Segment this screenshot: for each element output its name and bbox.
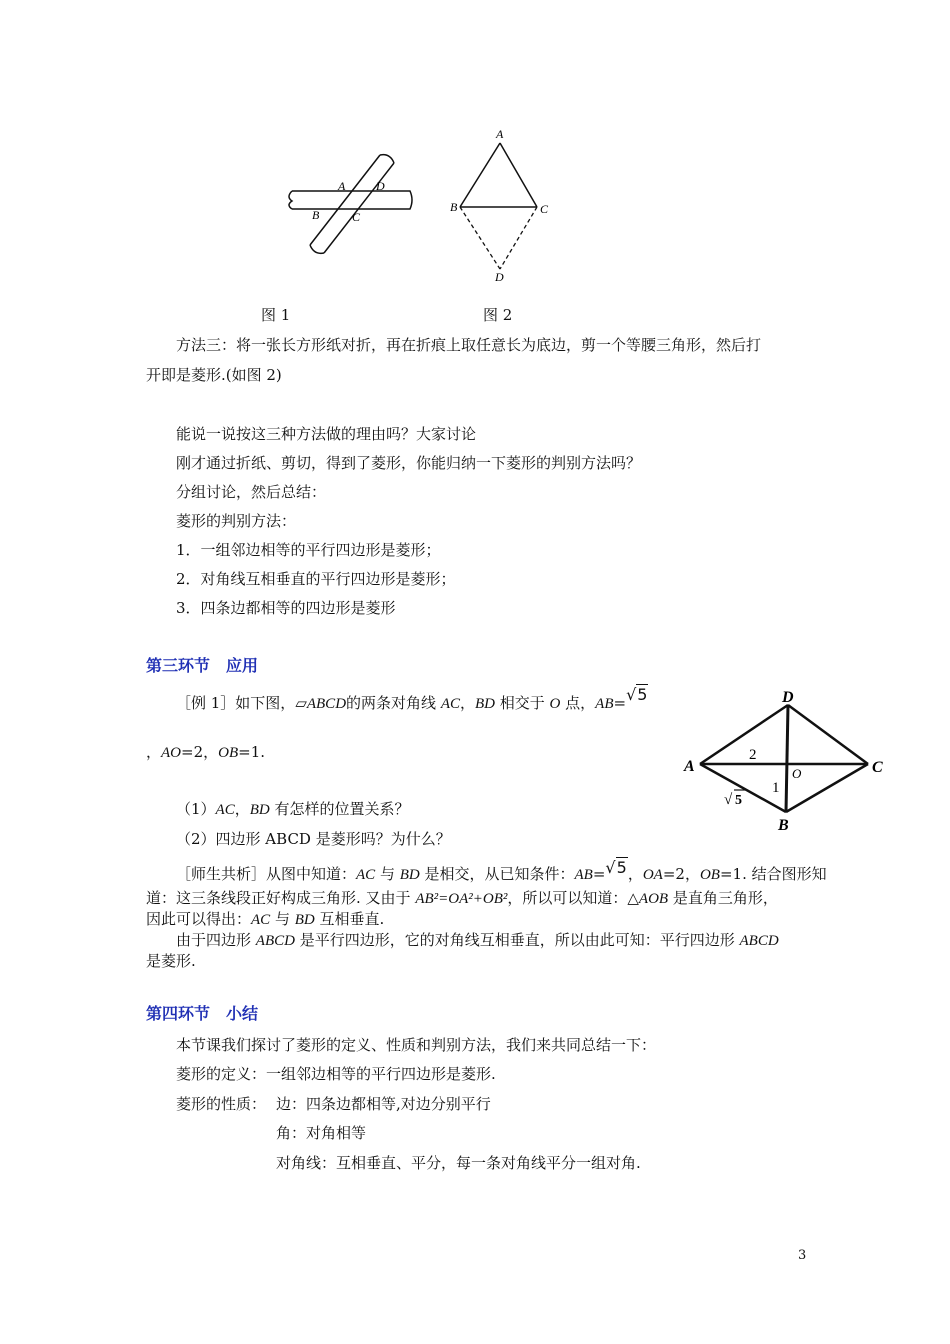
analysis-p1-bd: BD (399, 867, 420, 883)
analysis-p1-eq: = (592, 865, 606, 883)
summary-prop-side: 边：四条边都相等,对边分别平行 (276, 1095, 491, 1113)
q1-bd: BD (249, 802, 270, 818)
fig2-label-c: C (540, 202, 549, 216)
rhombus-len-ob: 1 (772, 780, 780, 796)
fig2-label-a: A (496, 127, 504, 141)
example1-mid3: 点， (560, 694, 596, 712)
example1-ao-val: =2， (181, 743, 219, 761)
analysis-p1-oa: OA (642, 867, 663, 883)
rhombus-sqrt-icon: √ (724, 792, 733, 808)
criteria-title: 菱形的判别方法： (176, 512, 297, 530)
analysis-sqrt-icon: √5 (605, 858, 627, 877)
criteria-item-1: 1．一组邻边相等的平行四边形是菱形； (176, 541, 441, 559)
summary-properties-label: 菱形的性质： (176, 1095, 267, 1113)
analysis-p3-a: 因此可以得出： (146, 910, 252, 928)
analysis-line2 (146, 887, 778, 910)
summary-intro: 本节课我们探讨了菱形的定义、性质和判别方法，我们来共同总结一下： (176, 1036, 657, 1054)
example1-ob: OB (218, 745, 239, 761)
example1-ac: AC (440, 696, 460, 712)
section3-heading: 第三环节 应用 (146, 656, 259, 675)
analysis-p1-ob: OB (699, 867, 720, 883)
method3-line2: 开即是菱形.(如图 2) (146, 366, 282, 384)
example1-line2-prefix: ， (146, 743, 162, 761)
example1-q1 (176, 798, 410, 821)
figure-2-caption: 图 2 (483, 306, 513, 324)
analysis-p3-c: 互相垂直. (314, 910, 385, 928)
analysis-line5: 是菱形. (146, 952, 196, 970)
discussion-q1: 能说一说按这三种方法做的理由吗？大家讨论 (176, 425, 477, 443)
analysis-p3-ac: AC (251, 912, 271, 928)
analysis-line1 (176, 858, 827, 886)
example1-line2 (146, 741, 265, 764)
analysis-p2-c: 是直角三角形， (668, 889, 778, 907)
example1-line1 (176, 685, 648, 715)
figure-1-strips (280, 145, 420, 260)
figure-2-rhombus (445, 125, 555, 285)
analysis-line4 (176, 929, 779, 952)
analysis-p2-eqn: AB²=OA²+OB² (415, 891, 508, 907)
fig2-label-b: B (450, 200, 458, 214)
analysis-p3-bd: BD (294, 912, 315, 928)
criteria-item-2: 2．对角线互相垂直的平行四边形是菱形； (176, 570, 456, 588)
q1-ac: AC (215, 802, 235, 818)
rhombus-label-o: O (792, 766, 802, 781)
q1-sep: ， (234, 800, 250, 818)
example1-abcd: ABCD (306, 696, 347, 712)
discussion-q3: 分组讨论，然后总结： (176, 483, 327, 501)
analysis-p1-ac: AC (356, 867, 376, 883)
analysis-p1-a: ［师生共析］从图中知道： (176, 865, 357, 883)
method3-line1: 方法三：将一张长方形纸对折，再在折痕上取任意长为底边，剪一个等腰三角形，然后打 (176, 336, 762, 354)
summary-definition: 菱形的定义：一组邻边相等的平行四边形是菱形. (176, 1065, 496, 1083)
analysis-p1-d: ， (627, 865, 643, 883)
analysis-line3 (146, 908, 384, 931)
example1-o: O (549, 696, 561, 712)
analysis-p1-b: 与 (375, 865, 400, 883)
sqrt-icon: √5 (626, 685, 648, 704)
example1-bd: BD (475, 696, 495, 712)
fig1-label-d: D (376, 179, 385, 193)
q1-suffix: 有怎样的位置关系？ (269, 800, 410, 818)
parallelogram-symbol: ▱ (295, 694, 307, 712)
analysis-p2-aob: AOB (638, 891, 669, 907)
analysis-p4-abcd2: ABCD (739, 933, 779, 949)
rhombus-label-d: D (782, 690, 794, 706)
analysis-p1-f: =1. 结合图形知 (719, 865, 827, 883)
example1-mid2: 相交于 (495, 694, 550, 712)
example1-q2: （2）四边形 ABCD 是菱形吗？为什么？ (176, 830, 451, 848)
analysis-p4-b: 是平行四边形，它的对角线互相垂直，所以由此可知：平行四边形 (294, 931, 740, 949)
figure-1-caption: 图 1 (261, 306, 291, 324)
analysis-p1-sqrt: 5 (616, 858, 627, 877)
example1-ao: AO (161, 745, 182, 761)
rhombus-label-b: B (778, 817, 789, 834)
fig1-label-c: C (352, 210, 361, 224)
example1-ab: AB (595, 696, 614, 712)
example1-mid: 的两条对角线 (346, 694, 441, 712)
criteria-item-3: 3．四条边都相等的四边形是菱形 (176, 599, 396, 617)
analysis-p1-c: 是相交，从已知条件： (419, 865, 575, 883)
page-number: 3 (798, 1248, 807, 1263)
example1-ob-val: =1. (238, 743, 266, 761)
rhombus-label-a: A (684, 758, 695, 775)
analysis-p4-abcd: ABCD (255, 933, 295, 949)
rhombus-label-c: C (872, 759, 883, 776)
fig1-label-b: B (312, 208, 320, 222)
example1-prefix: ［例 1］如下图， (176, 694, 296, 712)
example1-comma: ， (459, 694, 475, 712)
summary-prop-angle: 角：对角相等 (276, 1124, 367, 1142)
analysis-p1-ab: AB (574, 867, 593, 883)
analysis-p1-e: =2， (662, 865, 700, 883)
rhombus-len-ab: 5 (735, 793, 742, 808)
discussion-q2: 刚才通过折纸、剪切，得到了菱形，你能归纳一下菱形的判别方法吗？ (176, 454, 642, 472)
rhombus-len-ao: 2 (749, 747, 757, 763)
fig2-label-d: D (495, 270, 504, 284)
rhombus-figure (678, 690, 893, 835)
example1-sqrt5: 5 (637, 685, 648, 704)
summary-prop-diagonal: 对角线：互相垂直、平分，每一条对角线平分一组对角. (276, 1154, 641, 1172)
q1-prefix: （1） (176, 800, 216, 818)
fig1-label-a: A (338, 179, 346, 193)
analysis-p4-a: 由于四边形 (176, 931, 256, 949)
section4-heading: 第四环节 小结 (146, 1004, 259, 1023)
example1-eq: = (613, 694, 627, 712)
analysis-p2-a: 道：这三条线段正好构成三角形. 又由于 (146, 889, 416, 907)
analysis-p2-b: ，所以可以知道：△ (507, 889, 639, 907)
analysis-p3-b: 与 (270, 910, 295, 928)
